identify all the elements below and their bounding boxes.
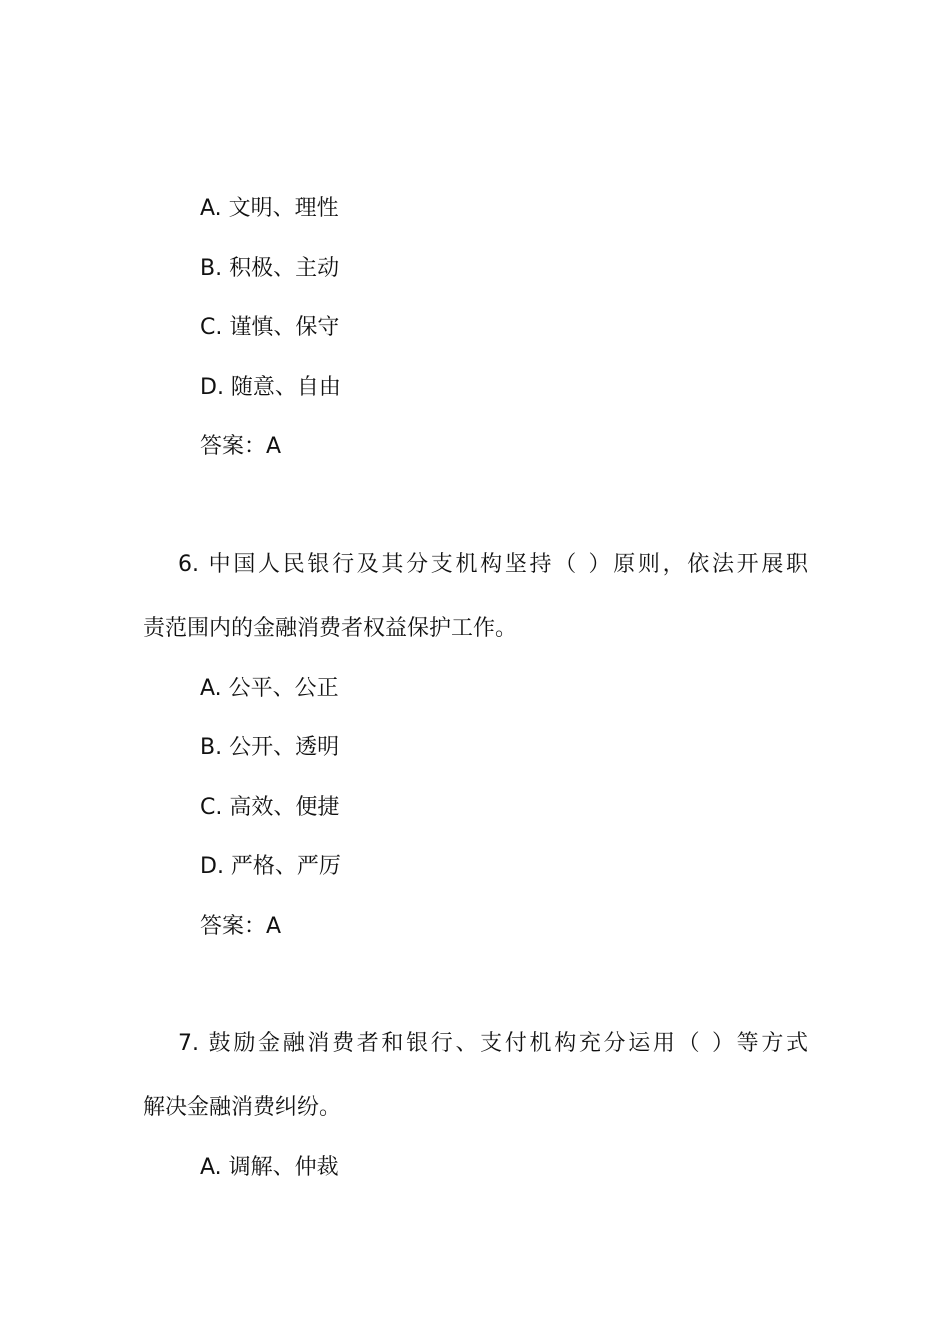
option-d: D. 随意、自由 <box>200 375 341 400</box>
question-7-text-line1: 7. 鼓励金融消费者和银行、支付机构充分运用（ ）等方式 <box>178 1031 808 1056</box>
option-a: A. 文明、理性 <box>200 196 339 221</box>
question-6-text-line1: 6. 中国人民银行及其分支机构坚持（ ）原则，依法开展职 <box>178 552 808 577</box>
option-a: A. 公平、公正 <box>200 676 339 701</box>
option-b: B. 公开、透明 <box>200 735 340 760</box>
answer: 答案：A <box>200 914 282 939</box>
option-c: C. 高效、便捷 <box>200 795 340 820</box>
answer: 答案：A <box>200 434 282 459</box>
option-b: B. 积极、主动 <box>200 256 340 281</box>
option-d: D. 严格、严厉 <box>200 854 341 879</box>
question-7-text-line2: 解决金融消费纠纷。 <box>143 1095 342 1120</box>
option-a: A. 调解、仲裁 <box>200 1155 339 1180</box>
option-c: C. 谨慎、保守 <box>200 315 340 340</box>
question-6-text-line2: 责范围内的金融消费者权益保护工作。 <box>143 616 518 641</box>
